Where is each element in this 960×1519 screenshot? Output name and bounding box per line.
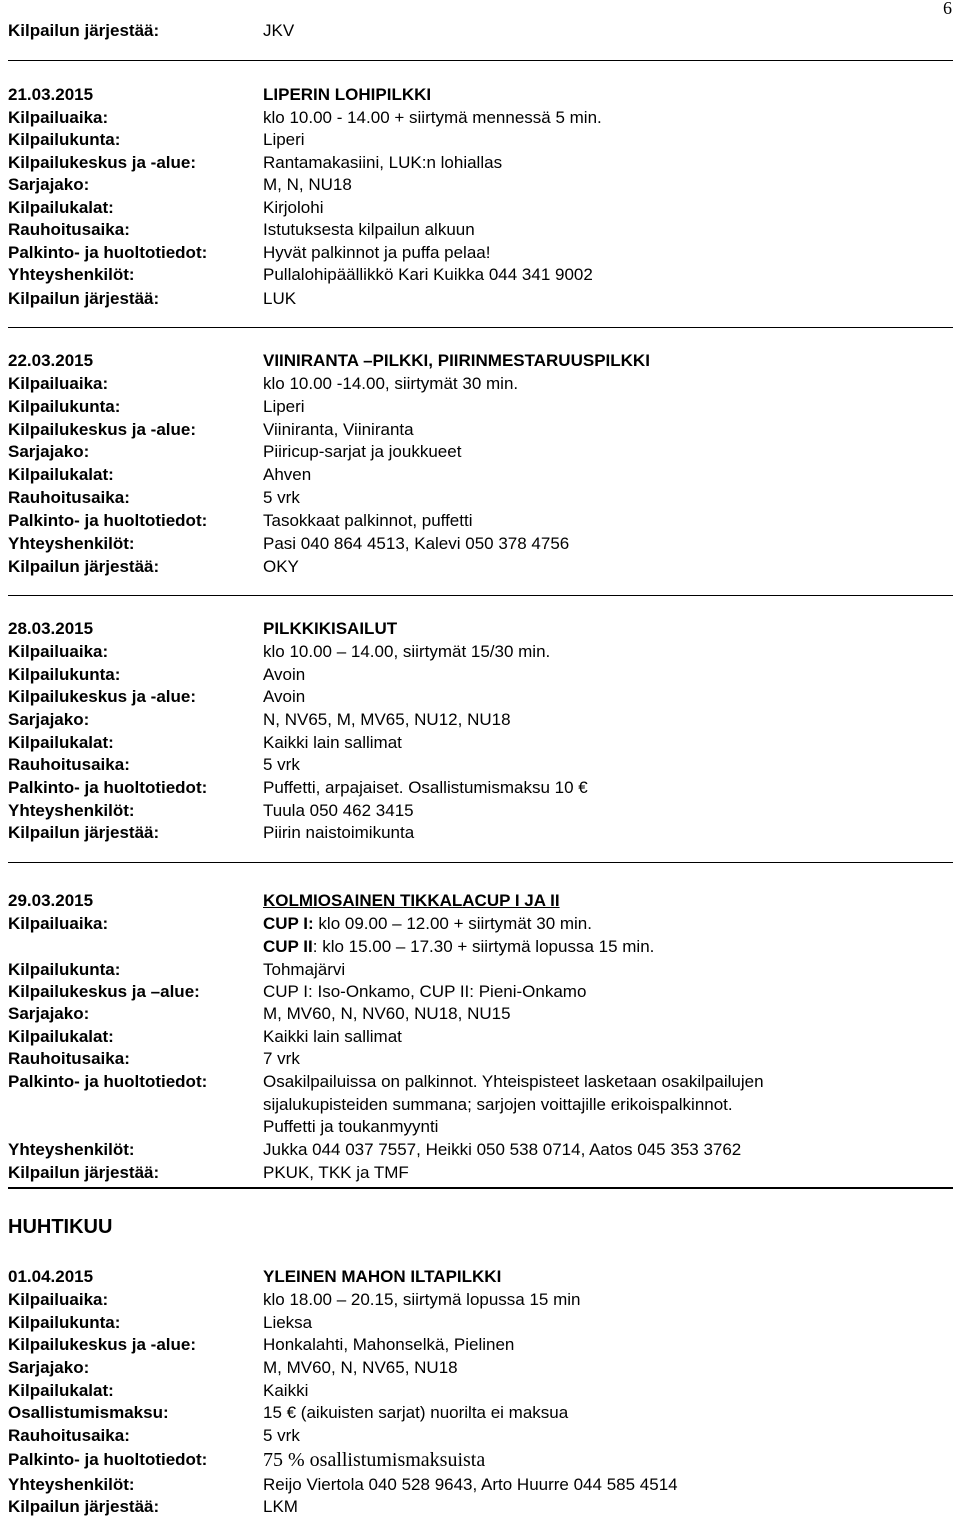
event-date: 01.04.2015 xyxy=(8,1267,94,1286)
row-label: Sarjajako: xyxy=(8,442,90,461)
row-value: OKY xyxy=(263,557,299,576)
cup-one-label: CUP I: xyxy=(263,914,314,933)
row-value: Liperi xyxy=(263,130,305,149)
row-value: 75 % osallistumismaksuista xyxy=(263,1449,486,1471)
row-value: Pasi 040 864 4513, Kalevi 050 378 4756 xyxy=(263,534,570,553)
row-value: Ahven xyxy=(263,465,312,484)
divider xyxy=(8,595,953,596)
month-heading: HUHTIKUU xyxy=(8,1216,113,1238)
row-value: klo 10.00 -14.00, siirtymät 30 min. xyxy=(263,374,519,393)
row-value: M, MV60, N, NV65, NU18 xyxy=(263,1358,458,1377)
row-label: Palkinto- ja huoltotiedot: xyxy=(8,511,208,530)
event-title: LIPERIN LOHIPILKKI xyxy=(263,85,432,104)
row-label: Yhteyshenkilöt: xyxy=(8,534,135,553)
row-label: Palkinto- ja huoltotiedot: xyxy=(8,778,208,797)
page-number: 6 xyxy=(943,0,952,18)
row-value: klo 18.00 – 20.15, siirtymä lopussa 15 min xyxy=(263,1290,581,1309)
row-value: sijalukupisteiden summana; sarjojen voittajille erikoispalkinnot. xyxy=(263,1095,733,1114)
row-label: Rauhoitusaika: xyxy=(8,220,130,239)
row-label: Rauhoitusaika: xyxy=(8,755,130,774)
event-title: PILKKIKISAILUT xyxy=(263,619,398,638)
row-value: klo 10.00 - 14.00 + siirtymä mennessä 5 min. xyxy=(263,108,602,127)
row-value: Tasokkaat palkinnot, puffetti xyxy=(263,511,473,530)
row-label: Kilpailukeskus ja -alue: xyxy=(8,420,197,439)
row-value: Tuula 050 462 3415 xyxy=(263,801,414,820)
row-value: Jukka 044 037 7557, Heikki 050 538 0714, Aatos 045 353 3762 xyxy=(263,1140,742,1159)
row-label: Sarjajako: xyxy=(8,1358,90,1377)
row-label: Osallistumismaksu: xyxy=(8,1403,169,1422)
event-date: 22.03.2015 xyxy=(8,351,94,370)
row-label: Kilpailun järjestää: xyxy=(8,557,160,576)
row-value: Kaikki lain sallimat xyxy=(263,733,402,752)
row-label: Rauhoitusaika: xyxy=(8,1049,130,1068)
divider xyxy=(8,327,953,328)
row-label: Kilpailuaika: xyxy=(8,108,109,127)
row-label: Palkinto- ja huoltotiedot: xyxy=(8,1072,208,1091)
event-title: KOLMIOSAINEN TIKKALACUP I JA II xyxy=(263,891,560,910)
row-value: M, N, NU18 xyxy=(263,175,352,194)
divider xyxy=(8,60,953,61)
row-value xyxy=(263,913,592,935)
row-label: Kilpailuaika: xyxy=(8,642,109,661)
row-value: Honkalahti, Mahonselkä, Pielinen xyxy=(263,1335,515,1354)
row-label: Kilpailukunta: xyxy=(8,960,121,979)
row-label: Kilpailukunta: xyxy=(8,1313,121,1332)
event-title: VIINIRANTA –PILKKI, PIIRINMESTARUUSPILKKI xyxy=(263,351,650,370)
cup-one-time: klo 09.00 – 12.00 + siirtymät 30 min. xyxy=(313,914,592,933)
row-label: Kilpailuaika: xyxy=(8,1290,109,1309)
row-label: Kilpailukalat: xyxy=(8,1381,114,1400)
row-label: Palkinto- ja huoltotiedot: xyxy=(8,243,208,262)
cup-two-time: : klo 15.00 – 17.30 + siirtymä lopussa 15 min. xyxy=(312,937,655,956)
row-label: Palkinto- ja huoltotiedot: xyxy=(8,1450,208,1469)
row-value: Kirjolohi xyxy=(263,198,324,217)
row-label: Kilpailukalat: xyxy=(8,465,114,484)
row-label: Yhteyshenkilöt: xyxy=(8,1475,135,1494)
row-value: LUK xyxy=(263,289,297,308)
row-value: N, NV65, M, MV65, NU12, NU18 xyxy=(263,710,511,729)
row-value: 5 vrk xyxy=(263,1426,300,1445)
row-value: Tohmajärvi xyxy=(263,960,346,979)
row-value: Lieksa xyxy=(263,1313,313,1332)
event-date: 28.03.2015 xyxy=(8,619,94,638)
row-label: Yhteyshenkilöt: xyxy=(8,265,135,284)
row-value: Reijo Viertola 040 528 9643, Arto Huurre 044 585 4514 xyxy=(263,1475,678,1494)
row-value: Viiniranta, Viiniranta xyxy=(263,420,414,439)
row-label: Kilpailukalat: xyxy=(8,198,114,217)
row-label: Kilpailun järjestää: xyxy=(8,1163,160,1182)
divider xyxy=(8,1187,953,1189)
row-label: Yhteyshenkilöt: xyxy=(8,1140,135,1159)
row-value: Puffetti ja toukanmyynti xyxy=(263,1117,439,1136)
event-date: 29.03.2015 xyxy=(8,891,94,910)
row-label: Kilpailuaika: xyxy=(8,914,109,933)
row-value: 5 vrk xyxy=(263,488,300,507)
row-value: Liperi xyxy=(263,397,305,416)
event-title: YLEINEN MAHON ILTAPILKKI xyxy=(263,1267,502,1286)
row-value: Puffetti, arpajaiset. Osallistumismaksu 10 € xyxy=(263,778,588,797)
row-value: Avoin xyxy=(263,665,306,684)
row-value: CUP I: Iso-Onkamo, CUP II: Pieni-Onkamo xyxy=(263,982,587,1001)
row-value: 7 vrk xyxy=(263,1049,300,1068)
row-value: Piirin naistoimikunta xyxy=(263,823,415,842)
row-value: M, MV60, N, NV60, NU18, NU15 xyxy=(263,1004,511,1023)
row-value: Kaikki lain sallimat xyxy=(263,1027,402,1046)
row-label: Kilpailukeskus ja –alue: xyxy=(8,982,200,1001)
row-value: JKV xyxy=(263,21,295,40)
row-label: Kilpailukalat: xyxy=(8,733,114,752)
row-value: Avoin xyxy=(263,687,306,706)
row-value: Hyvät palkinnot ja puffa pelaa! xyxy=(263,243,491,262)
row-label: Kilpailukeskus ja -alue: xyxy=(8,687,197,706)
row-label: Sarjajako: xyxy=(8,710,90,729)
row-label: Rauhoitusaika: xyxy=(8,488,130,507)
row-label: Yhteyshenkilöt: xyxy=(8,801,135,820)
row-value: LKM xyxy=(263,1497,298,1516)
row-value: Rantamakasiini, LUK:n lohiallas xyxy=(263,153,503,172)
row-value: 15 € (aikuisten sarjat) nuorilta ei maksua xyxy=(263,1403,569,1422)
row-label: Kilpailuaika: xyxy=(8,374,109,393)
row-value: Pullalohipäällikkö Kari Kuikka 044 341 9002 xyxy=(263,265,593,284)
row-label: Sarjajako: xyxy=(8,175,90,194)
row-label: Kilpailun järjestää: xyxy=(8,21,160,40)
row-value: Piiricup-sarjat ja joukkueet xyxy=(263,442,462,461)
row-label: Kilpailukunta: xyxy=(8,397,121,416)
row-label: Sarjajako: xyxy=(8,1004,90,1023)
row-label: Kilpailukalat: xyxy=(8,1027,114,1046)
row-label: Kilpailukeskus ja -alue: xyxy=(8,1335,197,1354)
row-label: Kilpailukunta: xyxy=(8,130,121,149)
row-label: Kilpailukeskus ja -alue: xyxy=(8,153,197,172)
divider xyxy=(8,862,953,863)
row-label: Rauhoitusaika: xyxy=(8,1426,130,1445)
row-value: 5 vrk xyxy=(263,755,300,774)
row-label: Kilpailun järjestää: xyxy=(8,1497,160,1516)
row-value: Istutuksesta kilpailun alkuun xyxy=(263,220,475,239)
row-value: Osakilpailuissa on palkinnot. Yhteispisteet lasketaan osakilpailujen xyxy=(263,1072,764,1091)
row-label: Kilpailun järjestää: xyxy=(8,289,160,308)
cup-two-label: CUP II xyxy=(263,937,313,956)
event-date: 21.03.2015 xyxy=(8,85,94,104)
row-value: PKUK, TKK ja TMF xyxy=(263,1163,409,1182)
row-value: klo 10.00 – 14.00, siirtymät 15/30 min. xyxy=(263,642,551,661)
row-label: Kilpailun järjestää: xyxy=(8,823,160,842)
row-value: Kaikki xyxy=(263,1381,309,1400)
row-value xyxy=(263,936,654,958)
row-label: Kilpailukunta: xyxy=(8,665,121,684)
